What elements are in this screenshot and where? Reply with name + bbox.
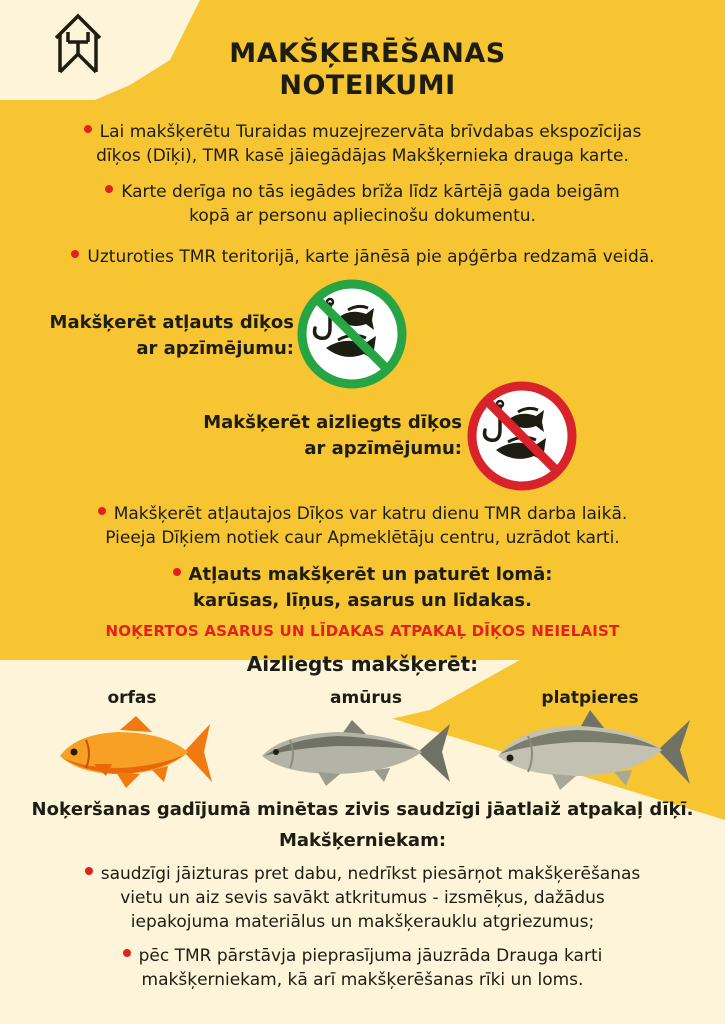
times-line2: Pieeja Dīķiem notiek caur Apmeklētāju centru, uzrādot karti. — [105, 528, 620, 548]
fish-label-orfas: orfas — [107, 688, 157, 708]
duty-2-line1: pēc TMR pārstāvja pieprasījuma jāuzrāda Drauga karti — [138, 946, 603, 966]
title-line2: NOTEIKUMI — [279, 70, 456, 101]
allowed-sign — [296, 278, 408, 390]
bullet-icon — [85, 867, 93, 875]
rule-2-line2: kopā ar personu apliecinošu dokumentu. — [189, 206, 536, 226]
times-line1: Makšķerēt atļautajos Dīķos var katru dienu TMR darba laikā. — [113, 504, 628, 524]
castle-logo-icon — [52, 12, 104, 76]
fish-label-amurus: amūrus — [330, 688, 402, 708]
rule-2-line1: Karte derīga no tās iegādes brīža līdz kārtējā gada beigām — [121, 182, 620, 202]
duty-1 — [14, 862, 711, 934]
bullet-icon — [123, 949, 131, 957]
banned-heading: Aizliegts makšķerēt: — [246, 652, 479, 676]
rule-2 — [20, 180, 705, 228]
release-note: Noķeršanas gadījumā minētas zivis saudzīgi jāatlaiž atpakaļ dīķī. — [31, 799, 694, 820]
duty-2-line2: makšķerniekam, kā arī makšķerēšanas rīki un loms. — [141, 970, 584, 990]
forbidden-line1: Makšķerēt aizliegts dīķos — [203, 412, 462, 433]
silver-carp-illustration — [494, 706, 694, 796]
duty-1-line1: saudzīgi jāizturas pret dabu, nedrīkst piesārņot makšķerēšanas — [100, 864, 641, 884]
warning-text: NOĶERTOS ASARUS UN LĪDAKAS ATPAKAĻ DĪĶOS NEIELAIST — [105, 622, 620, 640]
fish-label-platpieres: platpieres — [541, 688, 639, 708]
bullet-icon — [173, 568, 181, 576]
allowed-line2: ar apzīmējumu: — [136, 338, 294, 359]
duty-1-line3: iepakojuma materiālus un makšķerauklu atgriezumus; — [130, 912, 595, 932]
rule-1 — [20, 120, 705, 168]
rule-3-line1: Uzturoties TMR teritorijā, karte jānēsā pie apģērba redzamā veidā. — [87, 247, 655, 267]
bullet-icon — [84, 125, 92, 133]
duty-1-line2: vietu un aiz sevis savākt atkritumus - izsmēķus, dažādus — [120, 888, 605, 908]
duty-2 — [14, 944, 711, 992]
rule-1-line1: Lai makšķerētu Turaidas muzejrezervāta brīvdabas ekspozīcijas — [99, 122, 642, 142]
title-line1: MAKŠĶERĒŠANAS — [229, 38, 506, 69]
forbidden-line2: ar apzīmējumu: — [304, 438, 462, 459]
allowed-label — [34, 310, 294, 362]
grass-carp-illustration — [258, 716, 454, 790]
bullet-icon — [71, 250, 79, 258]
keep-rule — [20, 562, 705, 614]
bullet-icon — [98, 507, 106, 515]
rule-1-line2: dīķos (Dīķi), TMR kasē jāiegādājas Makšķernieka drauga karte. — [96, 146, 629, 166]
rule-3 — [8, 245, 718, 269]
keep-line1: Atļauts makšķerēt un paturēt lomā: — [188, 564, 553, 585]
allowed-line1: Makšķerēt atļauts dīķos — [49, 312, 294, 333]
keep-line2: karūsas, līņus, asarus un līdakas. — [193, 590, 532, 611]
page-title — [200, 38, 535, 102]
forbidden-sign — [466, 380, 578, 492]
forbidden-label — [180, 410, 462, 462]
times-rule — [20, 502, 705, 550]
bullet-icon — [105, 185, 113, 193]
orfe-fish-illustration — [56, 712, 216, 792]
anglers-heading: Makšķerniekam: — [278, 830, 447, 851]
